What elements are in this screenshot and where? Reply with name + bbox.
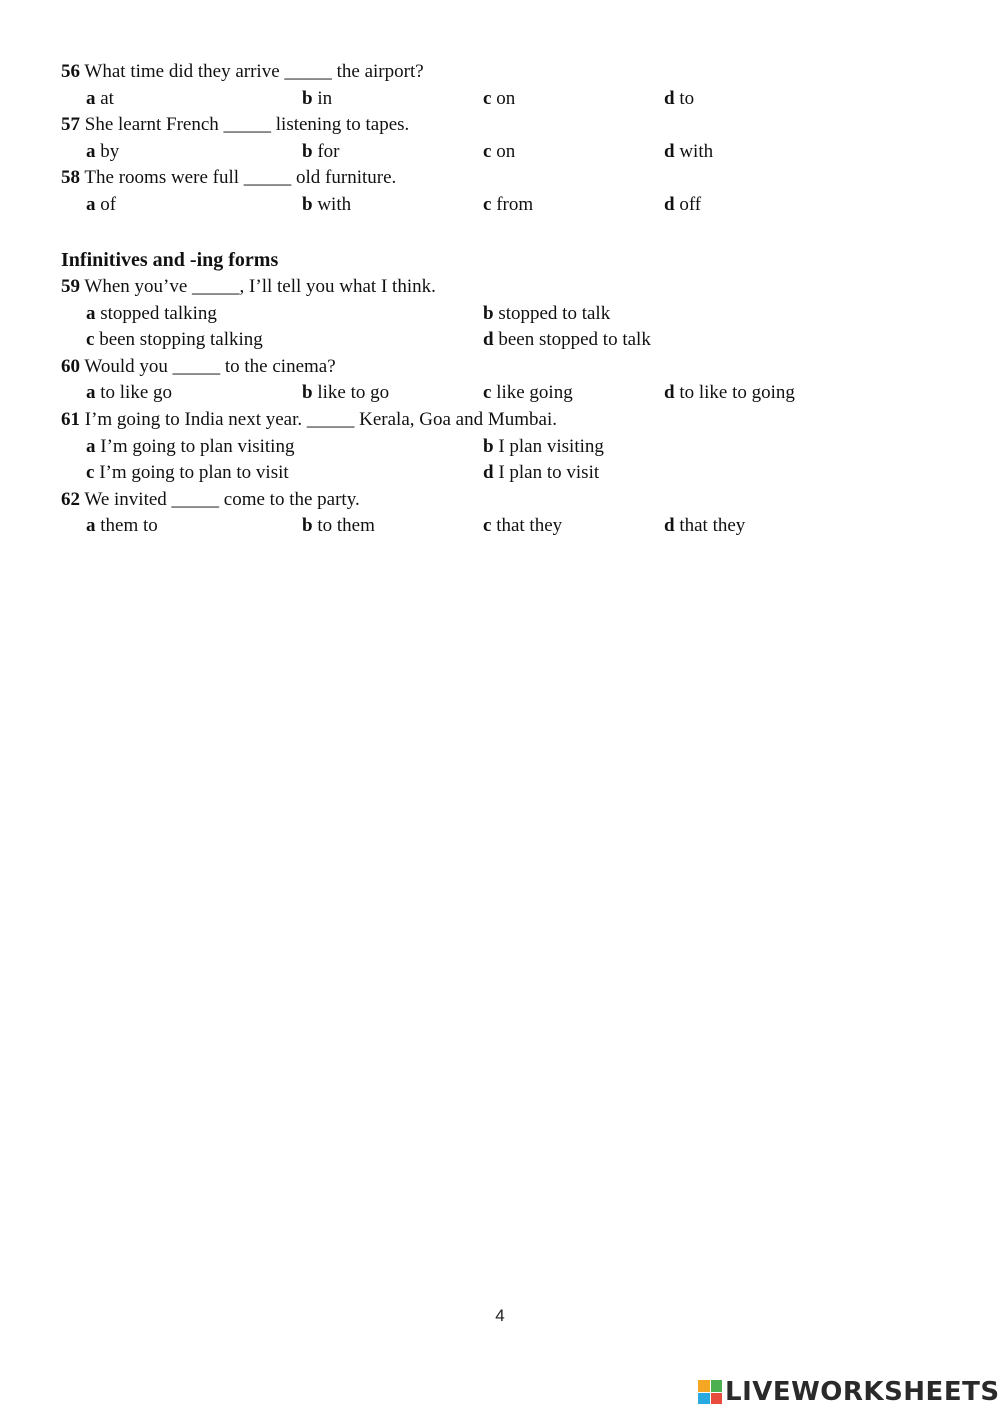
liveworksheets-logo-icon (698, 1380, 722, 1404)
question-62 (61, 487, 941, 514)
option-a[interactable]: a them to (86, 515, 158, 537)
option-a[interactable]: a at (86, 87, 114, 109)
question-number: 62 (61, 488, 80, 510)
option-c[interactable]: c from (483, 193, 534, 215)
option-c[interactable]: c on (483, 87, 516, 109)
option-a[interactable]: a to like go (86, 382, 173, 404)
option-d[interactable]: d off (664, 193, 702, 215)
page-number: 4 (495, 1306, 505, 1325)
question-56 (61, 59, 941, 86)
brand-name: LIVEWORKSHEETS (725, 1377, 1000, 1407)
option-d[interactable]: d that they (664, 515, 746, 537)
option-a[interactable]: a of (86, 193, 117, 215)
options-58 (61, 192, 941, 219)
question-number: 56 (61, 61, 80, 82)
option-d[interactable]: d I plan to visit (483, 462, 600, 484)
question-section-prepositions (61, 59, 941, 219)
question-number: 61 (61, 408, 80, 430)
option-c[interactable]: c been stopping talking (86, 329, 263, 351)
question-number: 59 (61, 276, 80, 297)
options-60 (61, 380, 941, 407)
options-61-ab (61, 434, 941, 461)
question-number: 57 (61, 114, 80, 136)
question-57 (61, 112, 941, 139)
option-b[interactable]: b stopped to talk (483, 302, 611, 324)
question-section-infinitives (61, 246, 941, 540)
options-61-cd (61, 460, 941, 487)
question-text: What time did they arrive _____ the airport? (84, 61, 424, 82)
option-c[interactable]: c I’m going to plan to visit (86, 462, 289, 484)
option-a[interactable]: a stopped talking (86, 302, 217, 324)
question-number: 58 (61, 167, 80, 189)
option-c[interactable]: c on (483, 140, 516, 162)
option-d[interactable]: d with (664, 140, 714, 162)
logo-tile (711, 1393, 723, 1405)
question-number: 60 (61, 355, 80, 377)
options-59-ab (61, 301, 941, 328)
option-a[interactable]: a by (86, 140, 120, 162)
logo-tile (711, 1380, 723, 1392)
option-b[interactable]: b with (302, 193, 352, 215)
option-c[interactable]: c like going (483, 382, 573, 404)
question-text: Would you _____ to the cinema? (84, 355, 336, 377)
option-d[interactable]: d been stopped to talk (483, 329, 651, 351)
options-62 (61, 513, 941, 540)
liveworksheets-brand[interactable] (698, 1378, 1000, 1406)
option-b[interactable]: b like to go (302, 382, 390, 404)
option-b[interactable]: b for (302, 140, 340, 162)
question-text: The rooms were full _____ old furniture. (84, 167, 397, 189)
section-heading: Infinitives and -ing forms (61, 249, 279, 271)
logo-tile (698, 1380, 710, 1392)
options-57 (61, 139, 941, 166)
option-d[interactable]: d to like to going (664, 382, 795, 404)
question-59 (61, 274, 941, 301)
option-b[interactable]: b in (302, 87, 333, 109)
option-d[interactable]: d to (664, 87, 695, 109)
options-56 (61, 86, 941, 113)
question-60 (61, 354, 941, 381)
option-b[interactable]: b I plan visiting (483, 435, 604, 457)
option-a[interactable]: a I’m going to plan visiting (86, 435, 295, 457)
option-c[interactable]: c that they (483, 515, 563, 537)
question-61 (61, 407, 941, 434)
question-58 (61, 165, 941, 192)
question-text: I’m going to India next year. _____ Kerala, Goa and Mumbai. (84, 408, 557, 430)
options-59-cd (61, 327, 941, 354)
logo-tile (698, 1393, 710, 1405)
option-b[interactable]: b to them (302, 515, 375, 537)
question-text: When you’ve _____, I’ll tell you what I think. (84, 276, 436, 297)
question-text: She learnt French _____ listening to tapes. (84, 114, 410, 136)
question-text: We invited _____ come to the party. (84, 488, 360, 510)
